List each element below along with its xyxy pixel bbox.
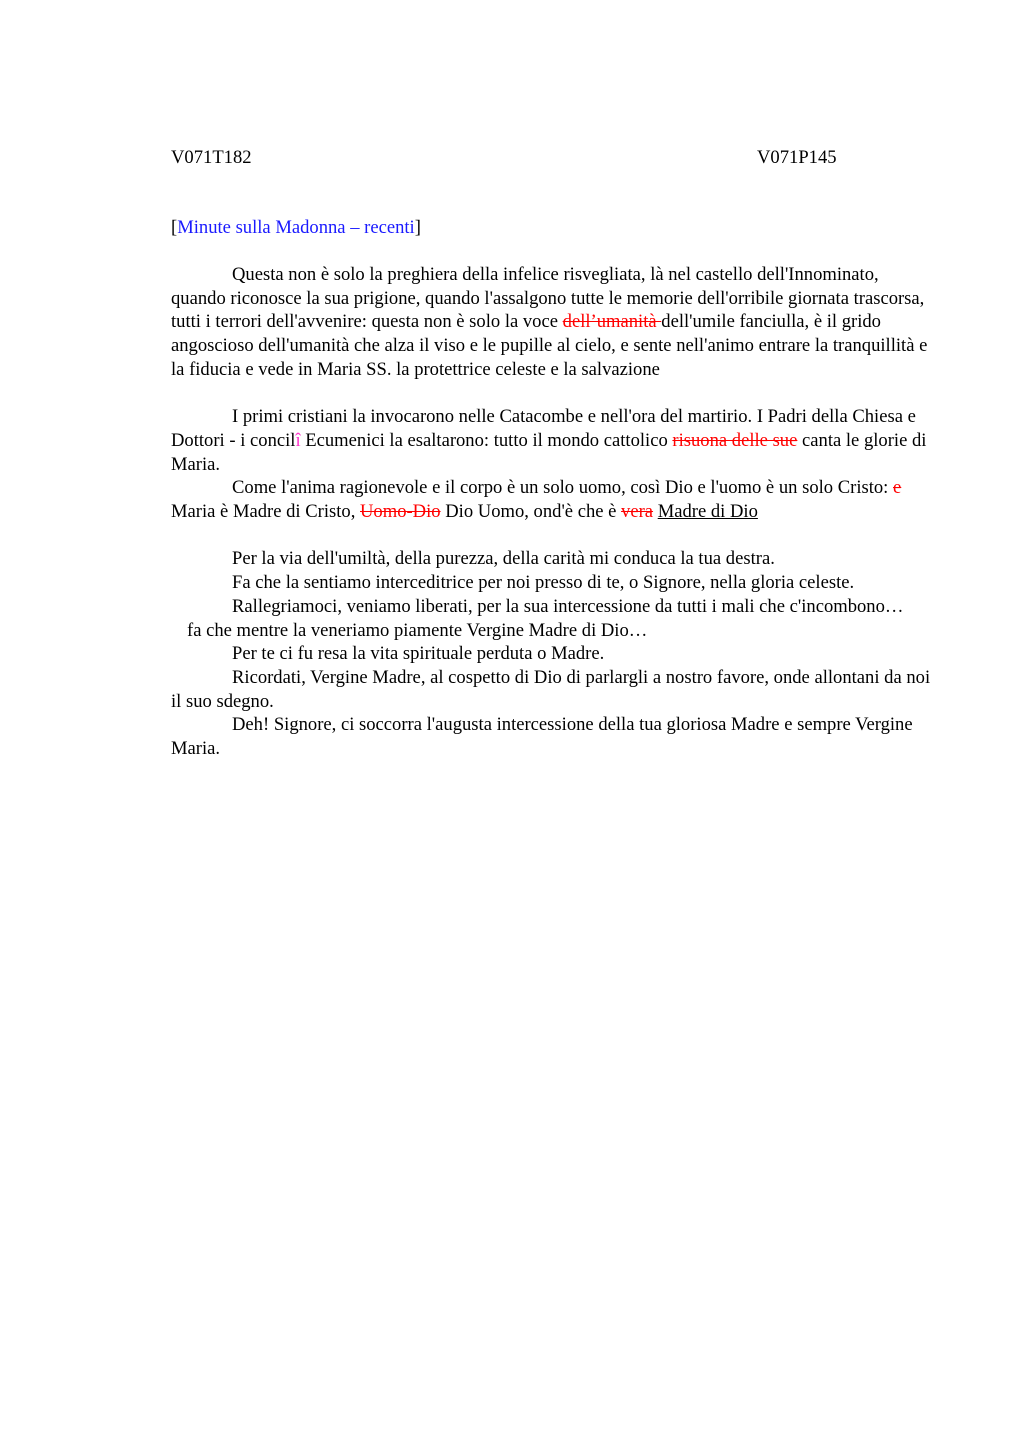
paragraph-2 [171, 405, 931, 476]
paragraph-3-text-c: Dio Uomo, ond'è che è [440, 501, 622, 523]
title-bracket-close: ] [414, 217, 421, 238]
prayer-line: fa che mentre la veneriamo piamente Vergine Madre di Dio… [187, 619, 648, 641]
document-header [171, 146, 931, 170]
prayer-line: Deh! Signore, ci soccorra l'augusta intercessione della tua gloriosa Madre e sempre Vergine Maria. [171, 714, 913, 760]
paragraph-2-text-c: canta le glorie di Maria. [171, 429, 927, 475]
paragraph-3-deletion-1: e [893, 477, 902, 499]
prayer-line: Per la via dell'umiltà, della purezza, della carità mi conduca la tua destra. [232, 548, 775, 570]
paragraph-gap [171, 382, 931, 406]
paragraph-2-mark: î [295, 429, 301, 451]
paragraph-2-text-b: Ecumenici la esaltarono: tutto il mondo cattolico [300, 429, 673, 451]
prayer-line: Fa che la sentiamo interceditrice per noi presso di te, o Signore, nella gloria celeste. [232, 572, 855, 594]
paragraph-3-text-a: Come l'anima ragionevole e il corpo è un solo uomo, così Dio e l'uomo è un solo Cristo: [232, 477, 893, 499]
document-page [171, 146, 931, 761]
paragraph-3-underlined: Madre di Dio [657, 501, 758, 523]
document-title [171, 216, 931, 240]
paragraph-3-deletion-3: vera [621, 501, 654, 523]
paragraph-1-deletion: dell’umanità [562, 311, 662, 333]
paragraph-2-text-a: I primi cristiani la invocarono nelle Catacombe e nell'ora del martirio. I Padri della Chiesa e Dottori - i concil [171, 406, 916, 451]
title-bracket-open: [ [171, 217, 178, 238]
prayer-line: Ricordati, Vergine Madre, al cospetto di Dio di parlargli a nostro favore, onde allontani da noi il suo sdegno. [171, 666, 931, 712]
paragraph-3-text-b: Maria è Madre di Cristo, [171, 501, 360, 523]
prayer-line: Per te ci fu resa la vita spirituale perduta o Madre. [232, 643, 605, 665]
document-code-right: V071P145 [757, 147, 837, 168]
paragraph-3-deletion-2: Uomo-Dio [360, 501, 441, 523]
paragraph-gap [171, 524, 931, 548]
paragraph-1-text-b: dell'umile fanciulla, è il grido angoscioso dell'umanità che alza il viso e le pupille al cielo, e sente nell'animo entrare la tranquillità e la fiducia e vede in Maria SS. la protettrice celeste e la salvazione [171, 311, 928, 380]
title-text: Minute sulla Madonna – recenti [177, 217, 415, 238]
prayer-line: Rallegriamoci, veniamo liberati, per la sua intercessione da tutti i mali che c'incombono… [232, 595, 904, 617]
paragraph-3 [171, 476, 931, 523]
paragraph-1-text-a: Questa non è solo la preghiera della infelice risvegliata, là nel castello dell'Innominato, quando riconosce la sua prigione, quando l'assalgono tutte le memorie dell'orribile giornata trascorsa, tutti i terrori dell'avvenire: questa non è solo la voce [171, 264, 925, 333]
paragraph-2-deletion: risuona delle sue [672, 429, 798, 451]
document-code-left: V071T182 [171, 147, 252, 168]
paragraph-1 [171, 263, 931, 382]
